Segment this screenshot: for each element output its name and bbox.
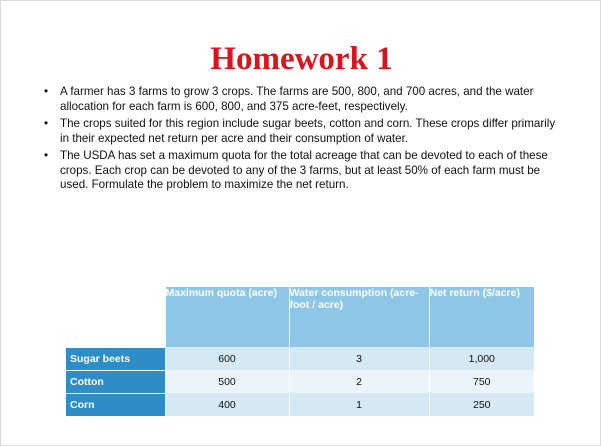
bullet-item: [41, 149, 556, 193]
slide-title: Homework 1: [210, 41, 393, 77]
row-label-cotton: Cotton: [66, 370, 165, 393]
cell-water: 2: [289, 370, 429, 393]
header-water-consumption: Water consumption (acre-foot / acre): [289, 287, 429, 347]
bullet-icon: •: [43, 149, 49, 162]
bullet-icon: •: [43, 117, 49, 130]
table-row: [66, 370, 534, 393]
bullet-text: The USDA has set a maximum quota for the total acreage that can be devoted to each of these crops. Each crop can be devoted to any of the 3 farms, but at least 50% of each farm must be used. Formulate the problem to maximize the net return.: [60, 149, 548, 191]
table-corner-cell: [66, 287, 165, 347]
cell-quota: 600: [165, 347, 289, 370]
crop-table: [66, 287, 534, 416]
cell-return: 250: [429, 393, 534, 416]
row-label-sugar-beets: Sugar beets: [66, 347, 165, 370]
header-net-return: Net return ($/acre): [429, 287, 534, 347]
cell-quota: 500: [165, 370, 289, 393]
cell-water: 1: [289, 393, 429, 416]
cell-return: 750: [429, 370, 534, 393]
table-row: [66, 393, 534, 416]
cell-return: 1,000: [429, 347, 534, 370]
table-row: [66, 347, 534, 370]
table-header-row: [66, 287, 534, 347]
header-max-quota: Maximum quota (acre): [165, 287, 289, 347]
bullet-list: [41, 85, 556, 196]
cell-water: 3: [289, 347, 429, 370]
bullet-item: [41, 117, 556, 146]
bullet-item: [41, 85, 556, 114]
bullet-text: The crops suited for this region include sugar beets, cotton and corn. These crops differ primarily in their expected net return per acre and their consumption of water.: [60, 117, 556, 145]
bullet-icon: •: [43, 85, 49, 98]
cell-quota: 400: [165, 393, 289, 416]
bullet-text: A farmer has 3 farms to grow 3 crops. The farms are 500, 800, and 700 acres, and the water allocation for each farm is 600, 800, and 375 acre-feet, respectively.: [60, 85, 534, 113]
row-label-corn: Corn: [66, 393, 165, 416]
